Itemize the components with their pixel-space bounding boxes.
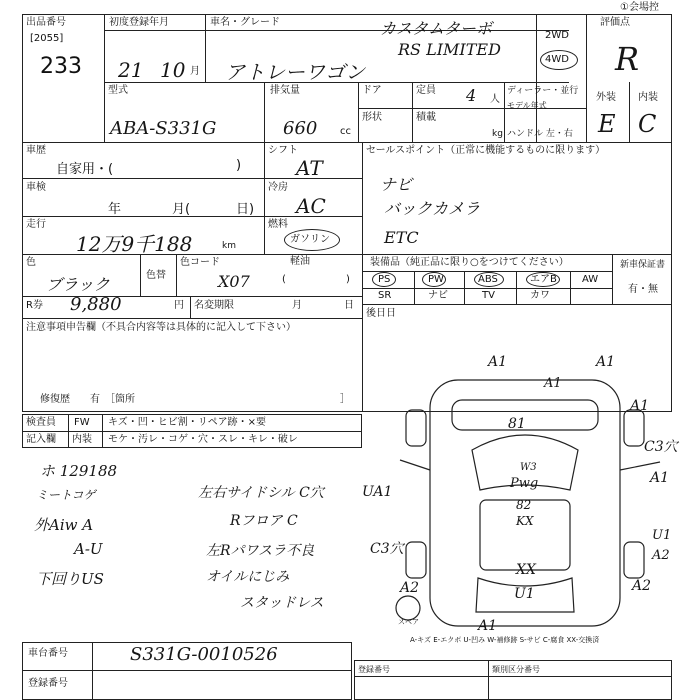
mileage-label: 走行 [26, 219, 46, 230]
exterior-grade: E [598, 110, 616, 138]
equip-navi: ナビ [428, 290, 448, 301]
damage-legend: A-キズ E-エクボ U-凹み W-補修跡 S-サビ C-腐食 XX-交換済 [410, 636, 600, 644]
dealer-label: ディーラー・並行 [507, 86, 579, 96]
selling-points-label: セールスポイント（正常に機能するものに限ります） [366, 145, 606, 156]
drive-4wd: 4WD [545, 54, 569, 65]
lot-number: 233 [40, 54, 82, 79]
selling-point-1: ナビ [380, 175, 413, 194]
grade-line2: RS LIMITED [398, 40, 501, 59]
mark-14: U1 [514, 586, 535, 602]
mark-10: U1 [652, 528, 672, 543]
name-limit-day: 日 [344, 300, 354, 311]
equip-airbag: エアB [530, 274, 557, 285]
shape-label: 形状 [362, 112, 382, 123]
mark-3: A1 [544, 376, 562, 391]
paren-open: ( [282, 274, 286, 285]
repair-close: ］ [340, 394, 350, 405]
mark-18: Pwg [510, 476, 539, 491]
mark-19: 82 [516, 498, 532, 512]
interior-grade: C [638, 110, 657, 138]
warranty-label: 新車保証書 [620, 260, 666, 270]
mark-12: A2 [632, 578, 652, 594]
kg-unit: kg [492, 129, 503, 139]
usage-close: ) [236, 158, 242, 173]
lot-sub: [2055] [30, 33, 64, 44]
color-value: ブラック [46, 275, 110, 294]
first-reg-year: 21 [118, 58, 144, 82]
color-code-label: 色コード [180, 257, 220, 268]
mark-1: A1 [488, 354, 508, 370]
displacement: 660 [283, 118, 318, 139]
rear-right-wheel [624, 542, 644, 578]
equip-ps: PS [378, 274, 391, 285]
note-left-1: ホ 129188 [40, 462, 118, 480]
drive-2wd: 2WD [545, 30, 569, 41]
exterior-label: 外装 [596, 92, 616, 103]
fuel-gas: ガソリン [290, 234, 330, 245]
inspection-label: 車検 [26, 182, 46, 193]
note-right-4: オイルにじみ [206, 569, 290, 585]
equip-leather: カワ [530, 290, 550, 301]
spare-label: スペア [398, 618, 419, 626]
inspector-line2: モケ・汚レ・コゲ・穴・スレ・キレ・破レ [108, 434, 298, 445]
displacement-label: 排気量 [270, 85, 300, 96]
reg-label: 登録番号 [28, 678, 68, 689]
mark-13: A1 [478, 618, 498, 634]
equip-sr: SR [378, 290, 392, 301]
mark-17: W3 [520, 462, 537, 473]
inspector-label1: 検査員 [26, 417, 56, 428]
note-left-3: 外Aiw A [34, 516, 94, 534]
inspector-interior: 内装 [72, 434, 92, 445]
color-label: 色 [26, 257, 36, 268]
equip-tv: TV [482, 290, 495, 301]
inspector-label2: 記入欄 [26, 434, 56, 445]
remarks-label: 後日日 [366, 308, 396, 319]
score-value: R [615, 40, 640, 78]
mark-15: XX [516, 562, 536, 578]
ac-value: AC [296, 194, 326, 218]
ac-label: 冷房 [268, 182, 288, 193]
note-right-1: 左右サイドシル C穴 [198, 485, 324, 501]
inspector-line1: キズ・凹・ヒビ割・リペア跡・×要 [108, 417, 266, 428]
capacity: 4 [466, 86, 477, 105]
usage-value: 自家用・( [56, 162, 114, 177]
month-suffix: 月 [190, 66, 200, 77]
selling-point-2: バックカメラ [384, 199, 481, 218]
warranty-value: 有・無 [628, 284, 658, 295]
equip-pw: PW [428, 274, 444, 285]
load-label: 積載 [416, 112, 436, 123]
selling-point-3: ETC [384, 228, 419, 247]
usage-label: 車歴 [26, 145, 46, 156]
mark-7: UA1 [362, 484, 393, 500]
venue-label: ①会場控 [620, 2, 659, 13]
first-reg-month: 10 [160, 58, 186, 82]
fuel-diesel: 軽油 [290, 256, 310, 267]
name-limit-month: 月 [292, 300, 302, 311]
mark-5: C3穴 [644, 439, 678, 455]
interior-label: 内装 [638, 92, 658, 103]
note-right-3: 左Rパワスラ不良 [206, 543, 315, 559]
mark-8: C3穴 [370, 541, 404, 557]
inspection-month: 月( [172, 202, 191, 217]
note-left-2: ミートコゲ [36, 488, 96, 502]
model-label: 型式 [108, 85, 128, 96]
shift-label: シフト [268, 145, 298, 156]
cc-unit: cc [340, 126, 351, 137]
paren-close: ) [346, 274, 350, 285]
model-year-label: モデル年式 [507, 101, 547, 110]
mark-16: 81 [508, 416, 526, 432]
mark-2: A1 [596, 354, 616, 370]
persons: 人 [490, 94, 500, 105]
mark-9: A2 [400, 580, 420, 596]
mark-4: A1 [630, 398, 650, 414]
name-limit-label: 名変期限 [194, 300, 234, 311]
fuel-label: 燃料 [268, 219, 288, 230]
model-code: ABA-S331G [110, 118, 217, 139]
equip-aw: AW [582, 274, 599, 285]
front-left-wheel [406, 410, 426, 446]
inspector-fw: FW [74, 417, 90, 428]
rear-left-wheel [406, 542, 426, 578]
mileage-value: 12万9千188 [76, 232, 193, 256]
first-reg-label: 初度登録年月 [109, 17, 169, 28]
lot-label: 出品番号 [26, 17, 66, 28]
inspection-day: 日) [236, 202, 255, 217]
km-unit: km [222, 241, 236, 251]
chassis-label: 車台番号 [28, 648, 68, 659]
note-right-2: Rフロア C [230, 513, 298, 529]
yen-unit: 円 [174, 300, 184, 311]
handle-label: ハンドル 左・右 [507, 129, 573, 139]
doors-label: ドア [362, 85, 382, 96]
mark-11: A2 [652, 548, 670, 563]
mark-6: A1 [650, 470, 670, 486]
vehicle-label: 車名・グレード [210, 17, 280, 28]
equip-abs: ABS [478, 274, 498, 285]
chassis-value: S331G-0010526 [130, 644, 278, 665]
bottom-right-1: 登録番号 [358, 665, 390, 674]
caution-label: 注意事項申告欄（不具合内容等は具体的に記入して下さい） [26, 322, 296, 333]
recycle-value: 9,880 [70, 294, 122, 315]
front-right-wheel [624, 410, 644, 446]
note-right-5: スタッドレス [240, 595, 324, 611]
color-code: X07 [218, 272, 250, 291]
score-label: 評価点 [600, 17, 630, 28]
color-change-label: 色替 [146, 270, 166, 281]
note-left-4: A-U [74, 540, 103, 558]
car-name: アトレーワゴン [225, 60, 365, 84]
recycle-label: R券 [26, 300, 43, 311]
grade-line1: カスタムターボ [380, 19, 493, 38]
capacity-label: 定員 [416, 85, 436, 96]
equipment-label: 装備品（純正品に限り○をつけてください） [370, 257, 569, 268]
repair-label: 修復歴 有 ［箇所 [40, 394, 135, 405]
shift-value: AT [296, 156, 323, 180]
note-left-5: 下回りUS [36, 570, 104, 588]
inspection-year: 年 [108, 202, 122, 217]
mark-20: KX [516, 514, 534, 528]
bottom-right-2: 類別区分番号 [492, 665, 540, 674]
